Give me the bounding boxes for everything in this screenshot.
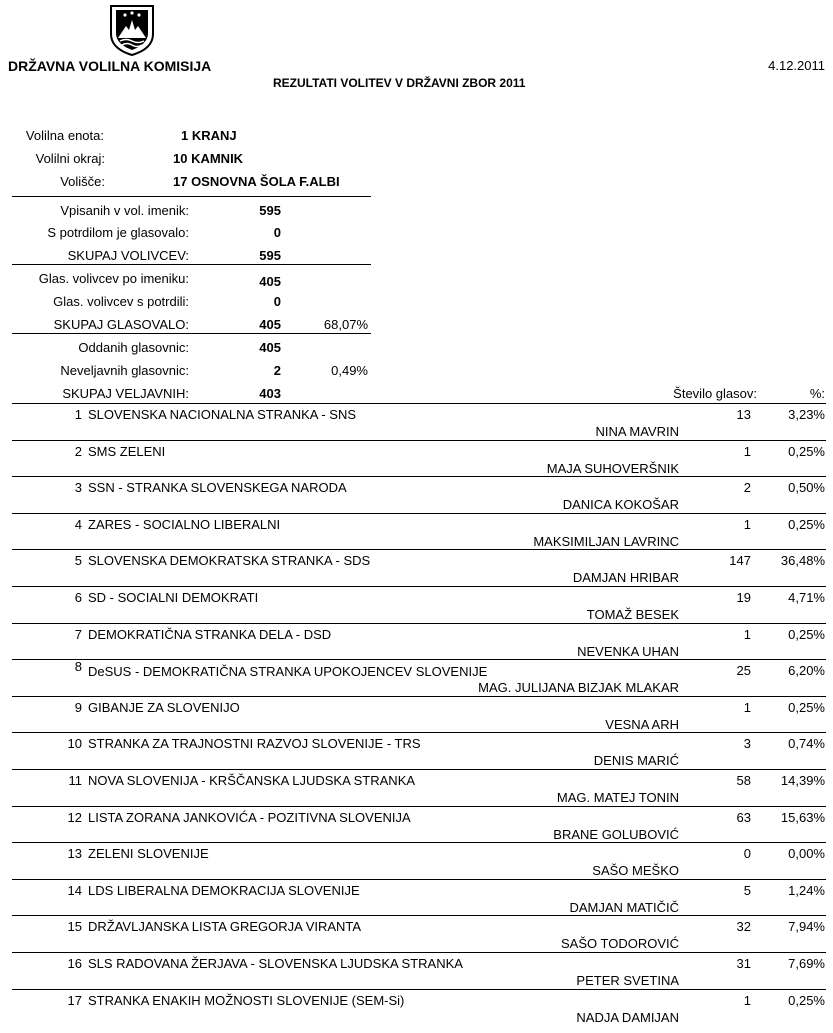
party-number: 10	[67, 736, 82, 751]
vote-count: 1	[743, 700, 751, 715]
row-divider	[12, 476, 826, 477]
row-divider	[12, 549, 826, 550]
candidate-name: VESNA ARH	[605, 717, 679, 732]
party-number: 3	[74, 480, 82, 495]
vote-percent: 15,63%	[780, 810, 825, 825]
vote-count: 58	[736, 773, 751, 788]
party-name: ZELENI SLOVENIJE	[88, 846, 209, 861]
row-divider	[12, 769, 826, 770]
party-name: SMS ZELENI	[88, 444, 166, 459]
party-name: STRANKA ENAKIH MOŽNOSTI SLOVENIJE (SEM-Si)	[88, 993, 405, 1008]
party-number: 15	[67, 919, 82, 934]
stat-value: 2	[273, 363, 281, 378]
candidate-name: TOMAŽ BESEK	[586, 607, 679, 622]
party-name: GIBANJE ZA SLOVENIJO	[88, 700, 240, 715]
row-divider	[12, 952, 826, 953]
candidate-name: SAŠO TODOROVIĆ	[561, 936, 679, 951]
candidate-name: MAJA SUHOVERŠNIK	[546, 461, 679, 476]
report-title: REZULTATI VOLITEV V DRŽAVNI ZBOR 2011	[273, 76, 526, 90]
stat-label: Glas. volivcev s potrdili:	[53, 294, 189, 309]
candidate-name: PETER SVETINA	[576, 973, 679, 988]
vote-percent: 1,24%	[788, 883, 825, 898]
vote-percent: 0,25%	[788, 993, 825, 1008]
stat-value: 403	[259, 386, 281, 401]
party-name: DRŽAVLJANSKA LISTA GREGORJA VIRANTA	[88, 919, 362, 934]
candidate-name: MAKSIMILJAN LAVRINC	[533, 534, 679, 549]
party-name: LDS LIBERALNA DEMOKRACIJA SLOVENIJE	[88, 883, 360, 898]
divider	[12, 264, 371, 265]
vote-count: 32	[736, 919, 751, 934]
candidate-name: SAŠO MEŠKO	[592, 863, 679, 878]
party-number: 2	[74, 444, 82, 459]
row-divider	[12, 403, 826, 404]
party-name: SLS RADOVANA ŽERJAVA - SLOVENSKA LJUDSKA STRANKA	[88, 956, 463, 971]
vote-percent: 0,25%	[788, 517, 825, 532]
polling-station-value: 17 OSNOVNA ŠOLA F.ALBI	[173, 174, 340, 189]
candidate-name: DENIS MARIĆ	[593, 753, 679, 768]
party-name: SD - SOCIALNI DEMOKRATI	[88, 590, 259, 605]
candidate-name: MAG. MATEJ TONIN	[556, 790, 679, 805]
district-value: 10 KAMNIK	[173, 151, 244, 166]
stat-value: 405	[259, 340, 281, 355]
vote-percent: 0,25%	[788, 627, 825, 642]
vote-percent: 3,23%	[788, 407, 825, 422]
party-number: 6	[74, 590, 82, 605]
vote-count: 1	[743, 444, 751, 459]
party-number: 16	[67, 956, 82, 971]
stat-value: 595	[259, 248, 281, 263]
candidate-name: DAMJAN MATIČIČ	[569, 900, 679, 915]
vote-percent: 0,25%	[788, 700, 825, 715]
divider	[12, 196, 371, 197]
party-name: SLOVENSKA NACIONALNA STRANKA - SNS	[88, 407, 357, 422]
polling-station-label: Volišče:	[60, 174, 105, 189]
district-label: Volilni okraj:	[35, 151, 105, 166]
stat-value: 595	[259, 203, 281, 218]
stat-label: Glas. volivcev po imeniku:	[38, 271, 189, 286]
row-divider	[12, 806, 826, 807]
vote-percent: 0,00%	[788, 846, 825, 861]
candidate-name: NINA MAVRIN	[595, 424, 679, 439]
row-divider	[12, 915, 826, 916]
vote-percent: 4,71%	[788, 590, 825, 605]
vote-percent: 36,48%	[780, 553, 825, 568]
vote-count: 3	[743, 736, 751, 751]
vote-percent: 0,50%	[788, 480, 825, 495]
stat-percent: 68,07%	[323, 317, 368, 332]
row-divider	[12, 623, 826, 624]
stat-label: Oddanih glasovnic:	[78, 340, 189, 355]
party-name: SLOVENSKA DEMOKRATSKA STRANKA - SDS	[88, 553, 371, 568]
party-name: DEMOKRATIČNA STRANKA DELA - DSD	[88, 627, 332, 642]
party-name: DeSUS - DEMOKRATIČNA STRANKA UPOKOJENCEV SLOVENIJE	[88, 664, 488, 679]
vote-count: 19	[736, 590, 751, 605]
stat-label: Neveljavnih glasovnic:	[60, 363, 189, 378]
divider	[12, 333, 371, 334]
vote-count: 1	[743, 627, 751, 642]
party-number: 17	[67, 993, 82, 1008]
vote-percent: 6,20%	[788, 663, 825, 678]
vote-count: 0	[743, 846, 751, 861]
party-number: 14	[67, 883, 82, 898]
party-number: 5	[74, 553, 82, 568]
votes-column-header: Število glasov:	[673, 386, 757, 401]
party-number: 13	[67, 846, 82, 861]
party-number: 4	[74, 517, 82, 532]
candidate-name: BRANE GOLUBOVIĆ	[553, 827, 679, 842]
vote-percent: 0,74%	[788, 736, 825, 751]
vote-count: 63	[736, 810, 751, 825]
vote-count: 1	[743, 517, 751, 532]
electoral-unit-label: Volilna enota:	[25, 128, 104, 143]
row-divider	[12, 513, 826, 514]
vote-count: 2	[743, 480, 751, 495]
candidate-name: NEVENKA UHAN	[577, 644, 679, 659]
candidate-name: DAMJAN HRIBAR	[572, 570, 679, 585]
party-number: 11	[68, 773, 82, 788]
candidate-name: MAG. JULIJANA BIZJAK MLAKAR	[478, 680, 679, 695]
percent-column-header: %:	[809, 386, 825, 401]
stat-value: 0	[273, 294, 281, 309]
party-number: 7	[74, 627, 82, 642]
party-number: 1	[74, 407, 82, 422]
report-date: 4.12.2011	[768, 58, 825, 73]
party-number: 9	[74, 700, 82, 715]
vote-count: 5	[743, 883, 751, 898]
row-divider	[12, 659, 826, 660]
vote-percent: 14,39%	[780, 773, 825, 788]
commission-name: DRŽAVNA VOLILNA KOMISIJA	[8, 58, 212, 74]
vote-percent: 0,25%	[788, 444, 825, 459]
vote-percent: 7,94%	[788, 919, 825, 934]
coat-of-arms-icon	[108, 4, 156, 56]
stat-label: S potrdilom je glasovalo:	[47, 225, 189, 240]
stat-label: Vpisanih v vol. imenik:	[60, 203, 189, 218]
party-name: NOVA SLOVENIJA - KRŠČANSKA LJUDSKA STRANKA	[88, 773, 416, 788]
vote-count: 31	[736, 956, 751, 971]
party-name: STRANKA ZA TRAJNOSTNI RAZVOJ SLOVENIJE - TRS	[88, 736, 421, 751]
stat-value: 405	[259, 317, 281, 332]
vote-percent: 7,69%	[788, 956, 825, 971]
party-name: ZARES - SOCIALNO LIBERALNI	[88, 517, 281, 532]
vote-count: 147	[729, 553, 751, 568]
party-name: SSN - STRANKA SLOVENSKEGA NARODA	[88, 480, 347, 495]
electoral-unit-value: 1 KRANJ	[181, 128, 237, 143]
row-divider	[12, 842, 826, 843]
stat-label: SKUPAJ GLASOVALO:	[53, 317, 189, 332]
stat-percent: 0,49%	[331, 363, 368, 378]
stat-label: SKUPAJ VOLIVCEV:	[67, 248, 189, 263]
candidate-name: NADJA DAMIJAN	[576, 1010, 679, 1025]
stat-value: 0	[273, 225, 281, 240]
vote-count: 1	[743, 993, 751, 1008]
row-divider	[12, 879, 826, 880]
row-divider	[12, 696, 826, 697]
row-divider	[12, 989, 826, 990]
vote-count: 13	[736, 407, 751, 422]
candidate-name: DANICA KOKOŠAR	[562, 497, 679, 512]
row-divider	[12, 440, 826, 441]
party-number: 12	[67, 810, 82, 825]
party-number: 8	[74, 659, 82, 674]
vote-count: 25	[736, 663, 751, 678]
row-divider	[12, 586, 826, 587]
stat-label: SKUPAJ VELJAVNIH:	[62, 386, 189, 401]
party-name: LISTA ZORANA JANKOVIĆA - POZITIVNA SLOVENIJA	[88, 810, 411, 825]
stat-value: 405	[259, 274, 281, 289]
row-divider	[12, 732, 826, 733]
